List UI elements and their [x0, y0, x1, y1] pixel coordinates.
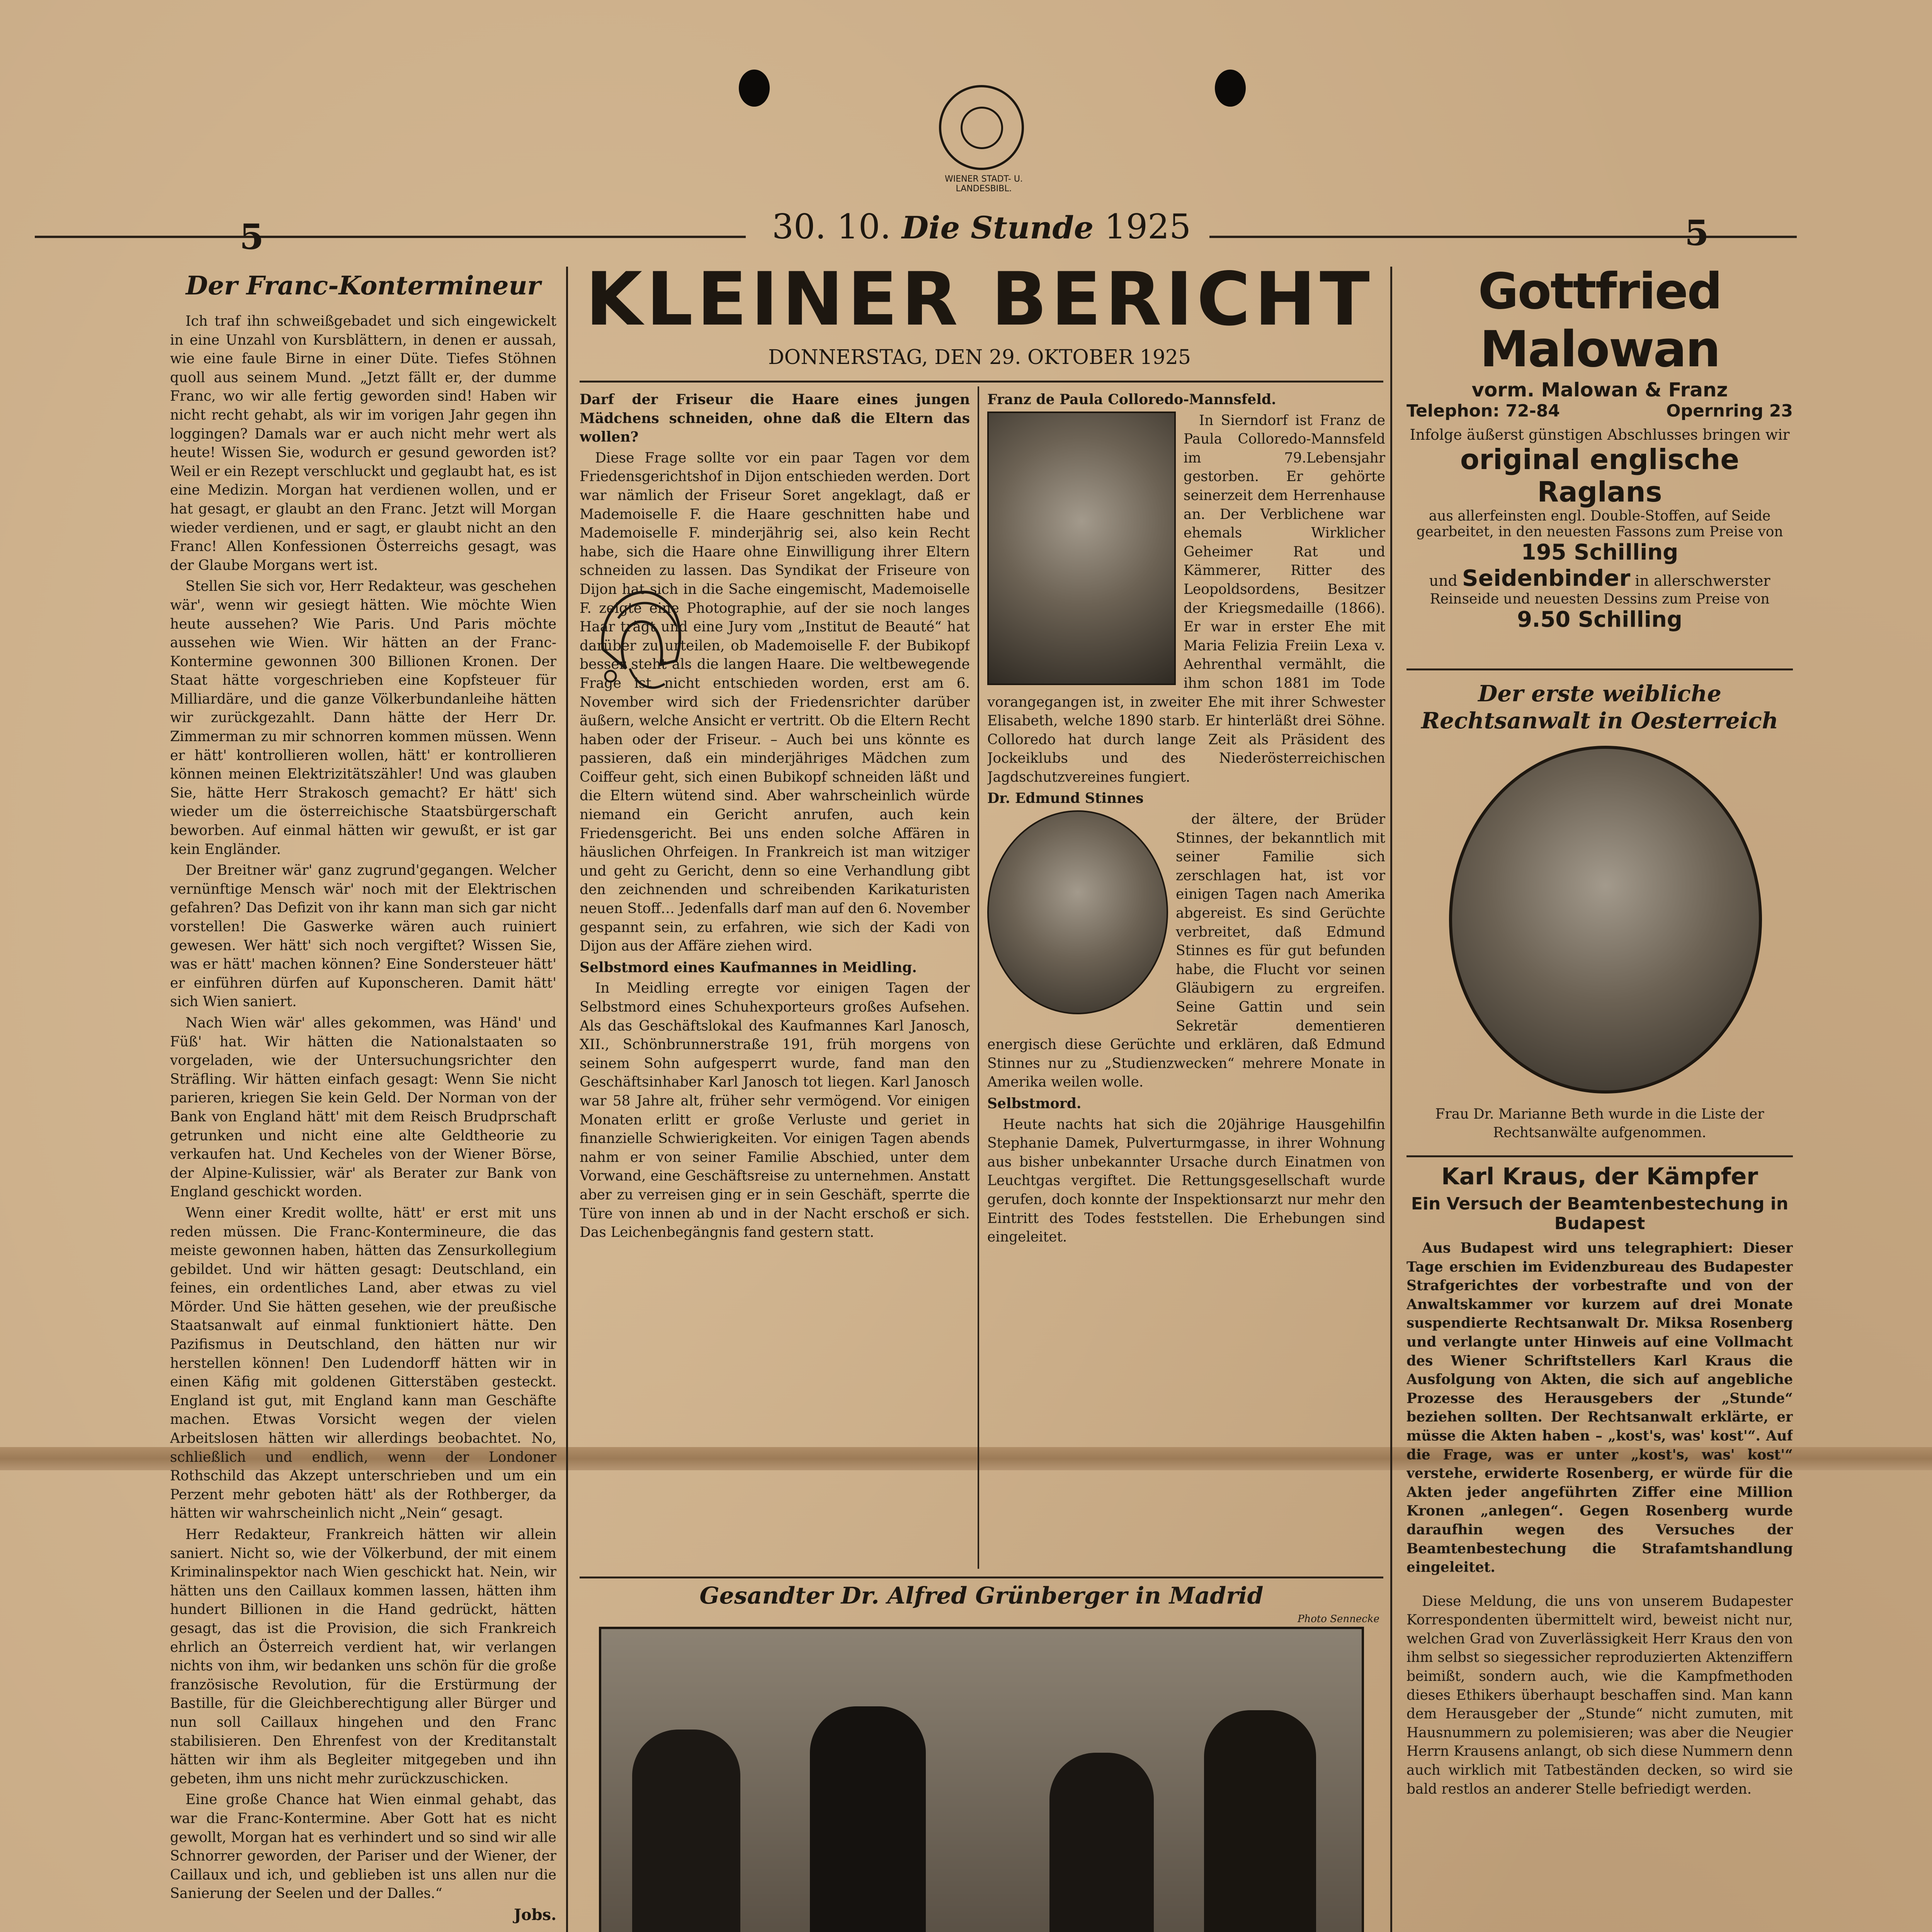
franc-article	[170, 270, 556, 1932]
malowan-phone: Telephon: 72-84	[1406, 401, 1560, 421]
franc-paragraph: Eine große Chance hat Wien einmal gehabt, das war die Franc-Kontermine. Aber Gott hat es nicht gewollt, Morgan hat es verhindert und so sind wir alle Schnorrer geworden, der Pariser und der Wiener, der Caillaux und ich, und geblieben ist uns allen nur die Sanierung der Seelen und der Dalles.“	[170, 1792, 556, 1902]
gesandter-title: Gesandter Dr. Alfred Grünberger in Madrid	[699, 1582, 1264, 1609]
malowan-title: Gottfried Malowan	[1478, 263, 1721, 378]
beth-title: Der erste weibliche Rechtsanwalt in Oesterreich	[1421, 680, 1778, 734]
bubikopf-illustration	[587, 572, 696, 699]
selbstmord-headline: Selbstmord eines Kaufmannes in Meidling.	[580, 959, 917, 976]
photo-credit: Photo Sennecke	[1297, 1613, 1379, 1625]
page-number-left: 5	[240, 216, 264, 257]
malowan-price: 195 Schilling	[1521, 540, 1679, 565]
column-rule	[1390, 267, 1392, 1932]
malowan-line: und Seidenbinder in allerschwerster	[1429, 565, 1770, 591]
franc-signature: Jobs.	[514, 1905, 556, 1924]
selbstmord2-text: Heute nachts hat sich die 20jährige Hausgehilfin Stephanie Damek, Pulverturmgasse, in ihrer Wohnung aus bisher unbekannter Ursache durch Einatmen von Leuchtgas vergiftet. Die Rettungsgesellschaft wurde gerufen, doch konnte der Inspektionsarzt nur mehr den Eintritt des Todes feststellen. Die Erhebungen sind eingeleitet.	[987, 1116, 1385, 1245]
seal-text: WIENER STADT- U. LANDESBIBL.	[945, 174, 1023, 194]
kraus-paragraph: Aus Budapest wird uns telegraphiert: Dieser Tage erschien im Evidenzbureau des Budapester Strafgerichtes der vorbestrafte und von der Anwaltskammer vor kurzem auf drei Monate suspendierte Rechtsanwalt Dr. Miksa Rosenberg und verlangte unter Hinweis auf eine Vollmacht des Wiener Schriftstellers Karl Kraus die Ausfolgung von Akten, die sich auf angebliche Prozesse des Herausgebers der „Stunde“ beziehen sollten. Der Rechtsanwalt erklärte, er müsse die Akten haben – „kost's, was' kost'“. Auf die Frage, was er unter „kost's, was' kost'“ verstehe, erwiderte Rosenberg, er würde für die Akten jeder angeführten Ziffer eine Million Kronen „anlegen“. Gegen Rosenberg wurde daraufhin wegen des Versuches der Beamtenbestechung die Strafamtshandlung eingeleitet.	[1406, 1240, 1793, 1576]
malowan-line: aus allerfeinsten engl. Double-Stoffen, auf Seide	[1429, 508, 1771, 524]
punch-hole	[1215, 70, 1246, 107]
section-rule	[1406, 668, 1793, 670]
selbstmord-text: In Meidling erregte vor einigen Tagen der Selbstmord eines Schuhexporteurs großes Aufsehen. Als das Geschäftslokal des Kaufmannes Karl Janosch, XII., Schönbrunnerstraße 191, früh morgens von seinem Sohn aufgesperrt wurde, fand man den Geschäftsinhaber Karl Janosch tot liegen. Karl Janosch war 58 Jahre alt, früher sehr vermögend. Vor einigen Monaten erlitt er große Verluste und geriet in finanzielle Schwierigkeiten. Vor einigen Tagen abends nahm er von seiner Familie Abschied, unter dem Vorwand, eine Geschäftsreise zu unternehmen. Anstatt aber zu verreisen ging er in sein Geschäft, sperrte die Türe von innen ab und in der Nacht erschoß er sich. Das Leichenbegängnis fand gestern statt.	[580, 980, 970, 1241]
section-rule	[580, 1577, 1383, 1578]
franc-paragraph: Wenn einer Kredit wollte, hätt' er erst mit uns reden müssen. Die Franc-Kontermineure, die das meiste gewonnen haben, hätten das Zensurkollegium gebildet. Und wir hätten gesagt: Deutschland, ein feines, ein ordentliches Land, aber etwas zu viel Mörder. Und Sie hätten gesehen, wie der preußische Staatsanwalt auf einmal funktioniert hätte. Den Pazifismus in Deutschland, den hätten nur wir herstellen können! Den Ludendorff hätten wir in einen Käfig mit goldenen Gitterstäben gesteckt. England ist gut, mit England kann man Geschäfte machen. Etwas Vorsicht wegen der vielen Arbeitslosen hätten wir allerdings beobachtet. No, schließlich und endlich, wenn der Londoner Rothschild das Akzept unterschrieben und um ein Perzent mehr geboten hätt' als der Rothberger, da hätten wir wahrscheinlich nicht „Nein“ gesagt.	[170, 1205, 556, 1522]
malowan-raglans: original englische Raglans	[1460, 443, 1740, 508]
beth-caption: Frau Dr. Marianne Beth wurde in die Liste der Rechtsanwälte aufgenommen.	[1435, 1106, 1764, 1141]
masthead-date	[769, 207, 1194, 253]
colloredo-portrait	[987, 412, 1176, 685]
column-rule	[566, 267, 568, 1932]
franc-paragraph: Ich traf ihn schweißgebadet und sich eingewickelt in eine Unzahl von Kursblättern, in denen er aussah, wie eine faule Birne in einer Düte. Tiefes Stöhnen quoll aus seinem Mund. „Jetzt fällt er, der dumme Franc, wo wir alle fertig geworden sind! Haben wir nicht recht gehabt, als wir im vorigen Jahr gegen ihn loggingen? Damals war er auch nicht mehr wert als heute! Wissen Sie, wodurch er gesund geworden ist? Weil er ein Rezept verschluckt und geglaubt hat, es ist eine Medizin. Morgan hat verdienen wollen, und er hat gesagt, er glaubt an den Franc. Jetzt will Morgan wieder verdienen, und er sagt, er glaubt nicht an den Franc! Allen Konfessionen Österreichs gesagt, was der Glaube Morgans wert ist.	[170, 313, 556, 573]
stinnes-headline: Dr. Edmund Stinnes	[987, 790, 1144, 807]
friseur-headline: Darf der Friseur die Haare eines jungen Mädchens schneiden, ohne daß die Eltern das wollen?	[580, 391, 970, 446]
page-number-right: 5	[1685, 213, 1709, 253]
kleiner-col-b	[987, 390, 1385, 1573]
malowan-line: Infolge äußerst günstigen Abschlusses bringen wir	[1410, 426, 1790, 443]
malowan-line: Reinseide und neuesten Dessins zum Preise von	[1430, 591, 1770, 607]
kraus-paragraph: Diese Meldung, die uns von unserem Budapester Korrespondenten übermittelt wird, beweist nicht nur, welchen Grad von Zuverlässigkeit Herr Kraus den von ihm selbst so siegessicher reproduzierten Aktenziffern beimißt, sondern auch, wie die Kampfmethoden dieses Ethikers überhaupt beschaffen sind. Man kann dem Herausgeber der „Stunde“ nicht zumuten, mit Hausnummern zu polemisieren; was aber die Neugier Herrn Krausens anlangt, ob sich diese Nummern denn auch wirklich mit Tatbeständen decken, so wird sie bald restlos an anderer Stelle befriedigt werden.	[1406, 1593, 1793, 1797]
franc-paragraph: Stellen Sie sich vor, Herr Redakteur, was geschehen wär', wenn wir gesiegt hätten. Wie möchte Wien heute aussehen? Wie Paris. Und Paris möchte aussehen wie Wien. Wir hätten an der Franc-Kontermine gewonnen 300 Billionen Kronen. Der Staat hätte vorgeschrieben eine Kopfsteuer für Milliardäre, und die ganze Völkerbundanleihe hätten wir zurückgezahlt. Dann hätte der Herr Dr. Zimmerman zu mir schnorren kommen müssen. Wenn er hätt' kontrollieren wollen, hätt' er kontrollieren können meinen Elektrizitätszähler! Und was glauben Sie, hätte Herr Strakosch gemacht? Er hätt' sich wieder um die österreichische Staatsbürgerschaft beworben. Auf einmal hätten wir gewußt, er ist gar kein Engländer.	[170, 578, 556, 857]
colloredo-headline: Franz de Paula Colloredo-Mannsfeld.	[987, 391, 1276, 408]
date-line: 30. 10.	[772, 207, 891, 247]
column-rule	[978, 386, 979, 1569]
year: 1925	[1104, 207, 1191, 247]
kleiner-col-a	[580, 390, 970, 1573]
franc-paragraph: Der Breitner wär' ganz zugrund'gegangen. Welcher vernünftige Mensch wär' noch mit der Elektrischen gefahren? Das Defizit von ihr kann man sich gar nicht vorstellen! Die Gaswerke wären auch ruiniert gewesen. Wer hätt' sich noch vergiftet? Wissen Sie, was er hätt' machen können? Eine Sondersteuer hätt' er einführen dürfen auf Kuponscheren. Damit hätt' sich Wien saniert.	[170, 862, 556, 1010]
malowan-price: 9.50 Schilling	[1517, 607, 1682, 632]
franc-title: Der Franc-Kontermineur	[185, 270, 541, 301]
masthead-rule-left	[35, 236, 746, 238]
malowan-address: Opernring 23	[1666, 401, 1793, 421]
kraus-subtitle: Ein Versuch der Beamtenbestechung in Budapest	[1411, 1194, 1789, 1233]
malowan-ad	[1399, 263, 1801, 688]
section-rule	[1406, 1155, 1793, 1157]
kraus-article	[1406, 1163, 1793, 1932]
kleiner-bericht-date: DONNERSTAG, DEN 29. OKTOBER 1925	[768, 346, 1191, 369]
punch-hole	[739, 70, 770, 107]
franc-paragraph: Nach Wien wär' alles gekommen, was Händ' und Füß' hat. Wir hätten die Nationalstaaten so vorgeladen, wie der Untersuchungsrichter den Sträfling. Wir hätten einfach gesagt: Wenn Sie nicht parieren, kriegen Sie kein Geld. Der Norman von der Bank von England hätt' mit dem Reisch Brudprschaft getrunken und nicht eine alte Geldtheorie zu verkaufen hat. Und Kecheles von der Wiener Börse, der Alpine-Kulissier, wär' als Berater zur Bank von England geschickt worden.	[170, 1015, 556, 1200]
friseur-text: Diese Frage sollte vor ein paar Tagen vor dem Friedensgerichtshof in Dijon entschieden werden. Dort war nämlich der Friseur Soret angeklagt, daß er Mademoiselle F. die Haare geschnitten habe und Mademoiselle F. minderjährig sei, also kein Recht habe, sich die Haare ohne Einwilligung ihrer Eltern schneiden zu lassen. Das Syndikat der Friseure von Dijon hat sich in die Sache eingemischt, Mademoiselle F. zeigte eine Photographie, auf der sie noch langes Haar trägt und eine Jury vom „Institut de Beauté“ hat darüber zu urteilen, ob Mademoiselle F. der Bubikopf besser steht als die langen Haare. Die weltbewegende Frage ist nicht entschieden worden, erst am 6. November wird sich der Friedensrichter darüber äußern, welche Ansicht er vertritt. Ob die Eltern Recht haben oder der Friseur. – Auch bei uns könnte es passieren, daß ein minderjähriges Mädchen zum Coiffeur geht, sich einen Bubikopf schneiden läßt und die Eltern wütend sind. Aber wahrscheinlich würde niemand ein Gericht anrufen, auch kein Friedensgericht. Bei uns enden solche Affären in häuslichen Ohrfeigen. In Frankreich ist man witziger und geht zu Gericht, denn so eine Verhandlung gibt den zeichnenden und schreibenden Karikaturisten neuen Stoff… Jedenfalls darf man auf den 6. November gespannt sein, zu erfahren, wie sich der Kadi von Dijon aus der Affäre ziehen wird.	[580, 450, 970, 954]
colloredo-text: In Sierndorf ist Franz de Paula Colloredo-Mannsfeld im 79.Lebensjahr gestorben. Er gehörte seinerzeit dem Herrenhause an. Der Verblichene war ehemals Wirklicher Geheimer Rat und Kämmerer, Ritter des Leopoldsordens, Besitzer der Kriegsmedaille (1866). Er war in erster Ehe mit Maria Felizia Freiin Lexa v. Aehrenthal vermählt, die ihm schon 1881 im Tode vorangegangen ist, in zweiter Ehe mit ihrer Schwester Elisabeth, welche 1890 starb. Er hinterläßt drei Söhne. Colloredo hat durch lange Zeit als Präsident des Jockeiklubs und des Niederösterreichischen Jagdschutzvereines fungiert.	[987, 412, 1385, 785]
paper-logo: Die Stunde	[901, 209, 1094, 246]
library-seal	[939, 85, 1024, 194]
beth-portrait	[1449, 746, 1762, 1094]
selbstmord2-headline: Selbstmord.	[987, 1095, 1082, 1112]
kraus-title: Karl Kraus, der Kämpfer	[1441, 1163, 1758, 1190]
title-rule	[580, 381, 1383, 383]
kleiner-bericht-title: KLEINER BERICHT	[585, 257, 1374, 342]
malowan-line: gearbeitet, in den neuesten Fassons zum Preise von	[1416, 524, 1783, 540]
malowan-sub: vorm. Malowan & Franz	[1471, 379, 1728, 401]
stinnes-text: der ältere, der Brüder Stinnes, der bekanntlich mit seiner Familie sich zerschlagen hat, ist vor einigen Tagen nach Amerika abgereist. Es sind Gerüchte verbreitet, daß Edmund Stinnes es für gut befunden habe, die Flucht vor seinen Gläubigern zu ergreifen. Seine Gattin und sein Sekretär dementieren energisch diese Gerüchte und erklären, daß Edmund Stinnes nur zu „Studienzwecken“ mehrere Monate in Amerika weilen wolle.	[987, 811, 1385, 1090]
stinnes-portrait	[987, 810, 1168, 1014]
gesandter-photo	[599, 1627, 1364, 1932]
franc-paragraph: Herr Redakteur, Frankreich hätten wir allein saniert. Nicht so, wie der Völkerbund, der mit einem Kriminalinspektor nach Wien geschickt hat. Nein, wir hätten uns den Caillaux kommen lassen, hätten ihm hundert Billionen in die Hand gedrückt, hätten gesagt, das ist die Provision, die sich Frankreich ehrlich an Österreich verdient hat, wir verlangen nichts von ihm, wir bedanken uns schön für die große französische Revolution, für die Erstürmung der Bastille, für die Gleichberechtigung aller Bürger und nun soll Caillaux hingehen und den Franc stabilisieren. Den Ehrenfest von der Kreditanstalt hätten wir ihm als Begleiter mitgegeben und ihn gebeten, ihm uns nicht mehr zurückzuschicken.	[170, 1527, 556, 1787]
malowan-contact	[1399, 401, 1801, 421]
